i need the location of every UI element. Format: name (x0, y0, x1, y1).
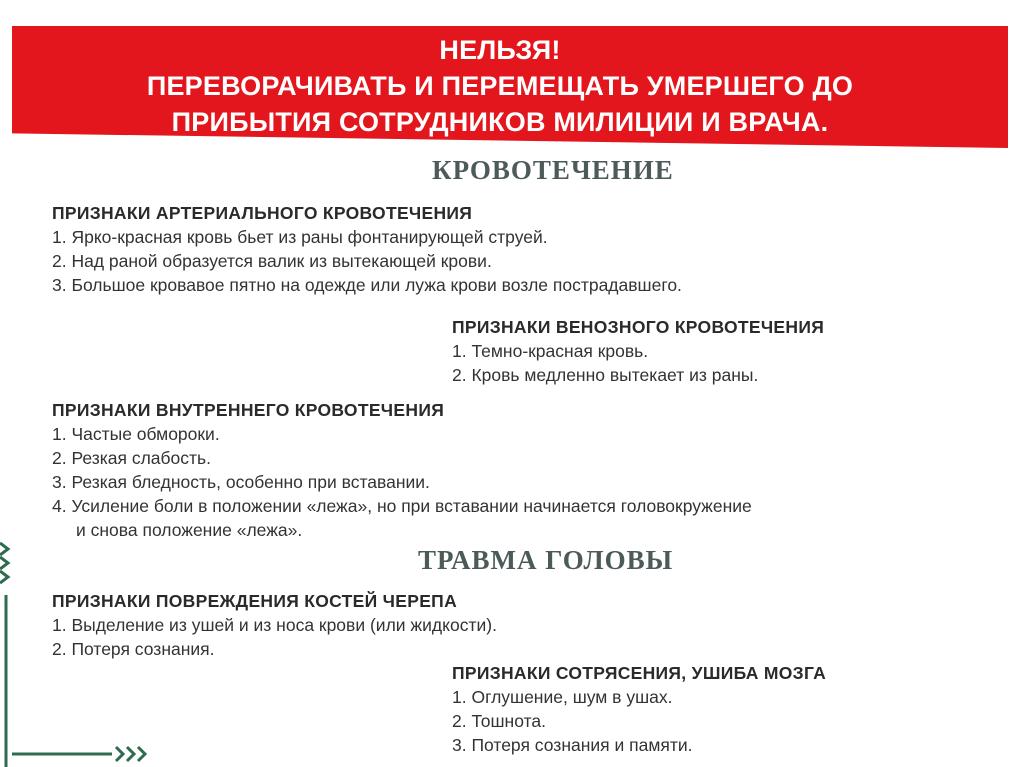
banner-line-2: ПЕРЕВОРАЧИВАТЬ И ПЕРЕМЕЩАТЬ УМЕРШЕГО ДО (146, 71, 854, 101)
venous-heading: ПРИЗНАКИ ВЕНОЗНОГО КРОВОТЕЧЕНИЯ (452, 317, 825, 337)
list-item-continuation: и снова положение «лежа». (76, 520, 303, 540)
list-item: 1. Темно-красная кровь. (452, 341, 649, 361)
skull-fracture-block (52, 590, 497, 661)
section-title-bleeding: КРОВОТЕЧЕНИЕ (432, 155, 674, 185)
warning-banner-text (60, 32, 940, 140)
list-item: 2. Тошнота. (452, 711, 546, 731)
banner-line-1: НЕЛЬЗЯ! (439, 35, 561, 65)
arterial-heading: ПРИЗНАКИ АРТЕРИАЛЬНОГО КРОВОТЕЧЕНИЯ (52, 203, 473, 223)
list-item: 3. Большое кровавое пятно на одежде или лужа крови возле пострадавшего. (52, 275, 682, 295)
list-item: 3. Резкая бледность, особенно при вставании. (52, 472, 430, 492)
internal-bleeding-block (52, 399, 752, 542)
arterial-bleeding-block (52, 202, 682, 297)
list-item: 2. Над раной образуется валик из вытекающей крови. (52, 251, 492, 271)
list-item: 1. Ярко-красная кровь бьет из раны фонтанирующей струей. (52, 227, 548, 247)
double-chevron-right-icon (12, 738, 162, 767)
concussion-heading: ПРИЗНАКИ СОТРЯСЕНИЯ, УШИБА МОЗГА (452, 663, 827, 683)
banner-line-3: ПРИБЫТИЯ СОТРУДНИКОВ МИЛИЦИИ И ВРАЧА. (171, 107, 829, 137)
internal-heading: ПРИЗНАКИ ВНУТРЕННЕГО КРОВОТЕЧЕНИЯ (52, 400, 445, 420)
list-item: 4. Усиление боли в положении «лежа», но при вставании начинается головокружение (52, 496, 752, 516)
skull-heading: ПРИЗНАКИ ПОВРЕЖДЕНИЯ КОСТЕЙ ЧЕРЕПА (52, 591, 458, 611)
list-item: 2. Резкая слабость. (52, 448, 212, 468)
list-item: 1. Оглушение, шум в ушах. (452, 687, 673, 707)
list-item: 1. Выделение из ушей и из носа крови (или жидкости). (52, 615, 497, 635)
list-item: 2. Кровь медленно вытекает из раны. (452, 365, 759, 385)
venous-bleeding-block (452, 316, 824, 387)
list-item: 2. Потеря сознания. (52, 639, 215, 659)
section-title-head-injury: ТРАВМА ГОЛОВЫ (418, 545, 674, 575)
list-item: 1. Частые обмороки. (52, 424, 220, 444)
concussion-block (452, 662, 826, 757)
chevron-stack-icon (0, 535, 20, 767)
list-item: 3. Потеря сознания и памяти. (452, 735, 693, 755)
